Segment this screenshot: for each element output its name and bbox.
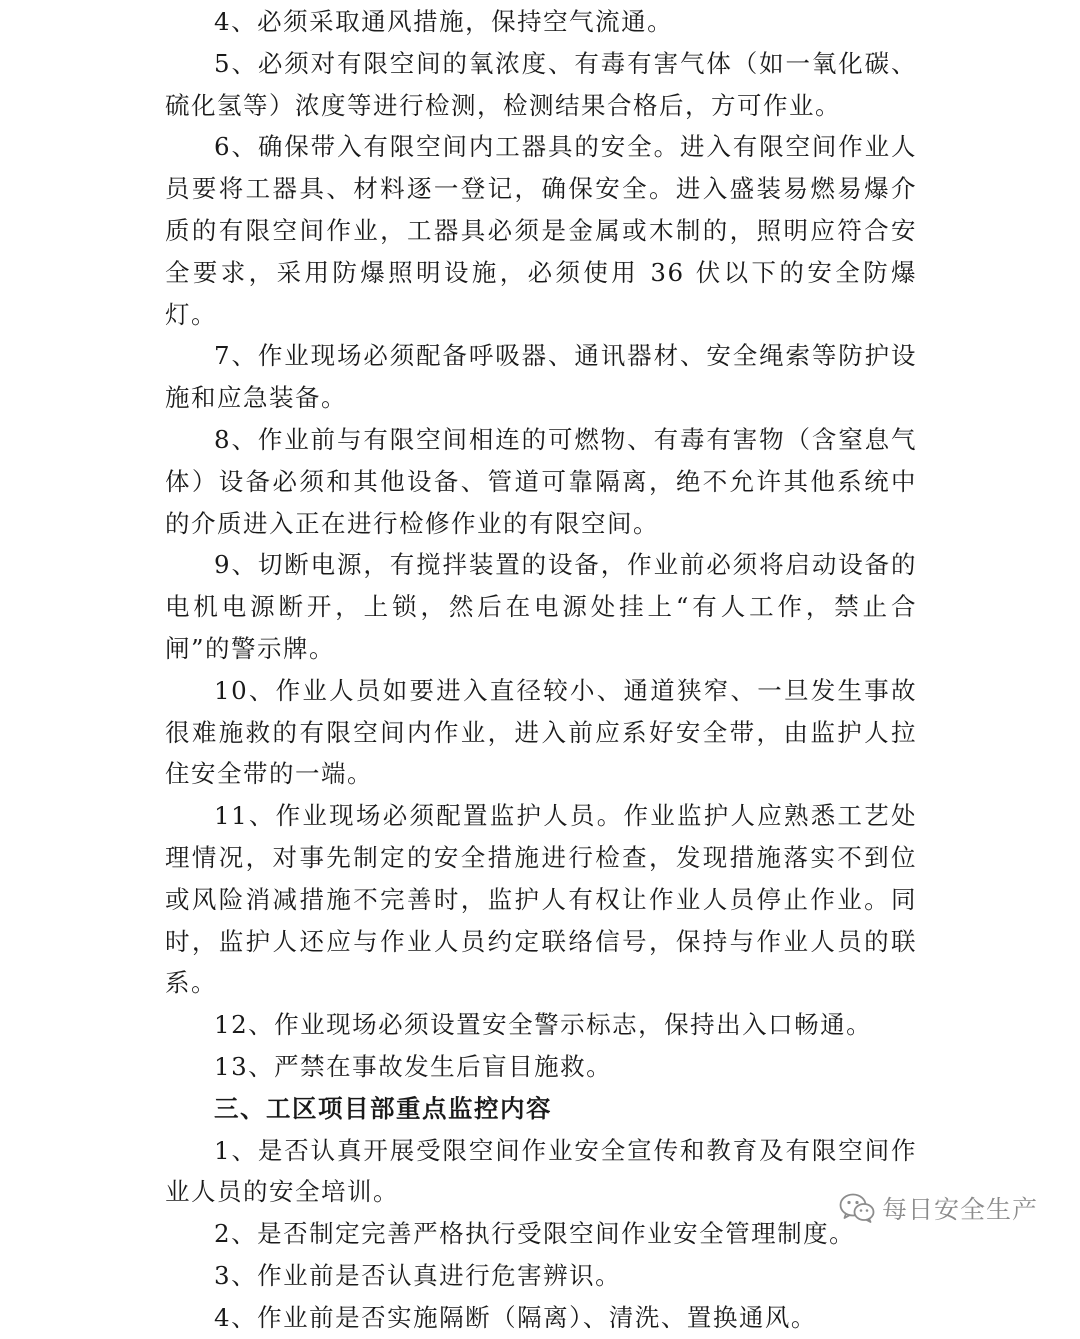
paragraph-item-11: 11、作业现场必须配置监护人员。作业监护人应熟悉工艺处理情况，对事先制定的安全措施进行检查，发现措施落实不到位或风险消减措施不完善时，监护人有权让作业人员停止作业。同时，监护人还应与作业人员约定联络信号，保持与作业人员的联系。: [165, 801, 917, 998]
watermark: [838, 1188, 1038, 1228]
paragraph-item-13: 13、严禁在事故发生后盲目施救。: [214, 1051, 613, 1081]
watermark-text: 每日安全生产: [882, 1195, 1039, 1224]
monitor-item-3: 3、作业前是否认真进行危害辨识。: [214, 1260, 622, 1290]
section-heading: 三、工区项目部重点监控内容: [214, 1093, 552, 1123]
paragraph-item-10: 10、作业人员如要进入直径较小、通道狭窄、一旦发生事故很难施救的有限空间内作业，进入前应系好安全带，由监护人拉住安全带的一端。: [165, 675, 917, 789]
paragraph-item-12: 12、作业现场必须设置安全警示标志，保持出入口畅通。: [214, 1010, 873, 1040]
wechat-icon: [838, 1192, 876, 1224]
paragraph-item-7: 7、作业现场必须配备呼吸器、通讯器材、安全绳索等防护设施和应急装备。: [165, 341, 917, 413]
monitor-item-2: 2、是否制定完善严格执行受限空间作业安全管理制度。: [214, 1219, 856, 1249]
paragraph-item-9: 9、切断电源，有搅拌装置的设备，作业前必须将启动设备的电机电源断开，上锁，然后在电源处挂上“有人工作，禁止合闸”的警示牌。: [165, 550, 917, 663]
paragraph-item-4: 4、必须采取通风措施，保持空气流通。: [214, 7, 674, 36]
monitor-item-4: 4、作业前是否实施隔断（隔离）、清洗、置换通风。: [214, 1302, 817, 1332]
monitor-item-1: 1、是否认真开展受限空间作业安全宣传和教育及有限空间作业人员的安全培训。: [165, 1135, 917, 1207]
document-body: [165, 1, 917, 1339]
paragraph-item-5: 5、必须对有限空间的氧浓度、有毒有害气体（如一氧化碳、硫化氢等）浓度等进行检测，检测结果合格后，方可作业。: [165, 48, 917, 120]
paragraph-item-8: 8、作业前与有限空间相连的可燃物、有毒有害物（含窒息气体）设备必须和其他设备、管道可靠隔离，绝不允许其他系统中的介质进入正在进行检修作业的有限空间。: [165, 424, 917, 538]
paragraph-item-6: 6、确保带入有限空间内工器具的安全。进入有限空间作业人员要将工器具、材料逐一登记，确保安全。进入盛装易燃易爆介质的有限空间作业，工器具必须是金属或木制的，照明应符合安全要求，采用防爆照明设施，必须使用 36 伏以下的安全防爆灯。: [165, 132, 917, 329]
